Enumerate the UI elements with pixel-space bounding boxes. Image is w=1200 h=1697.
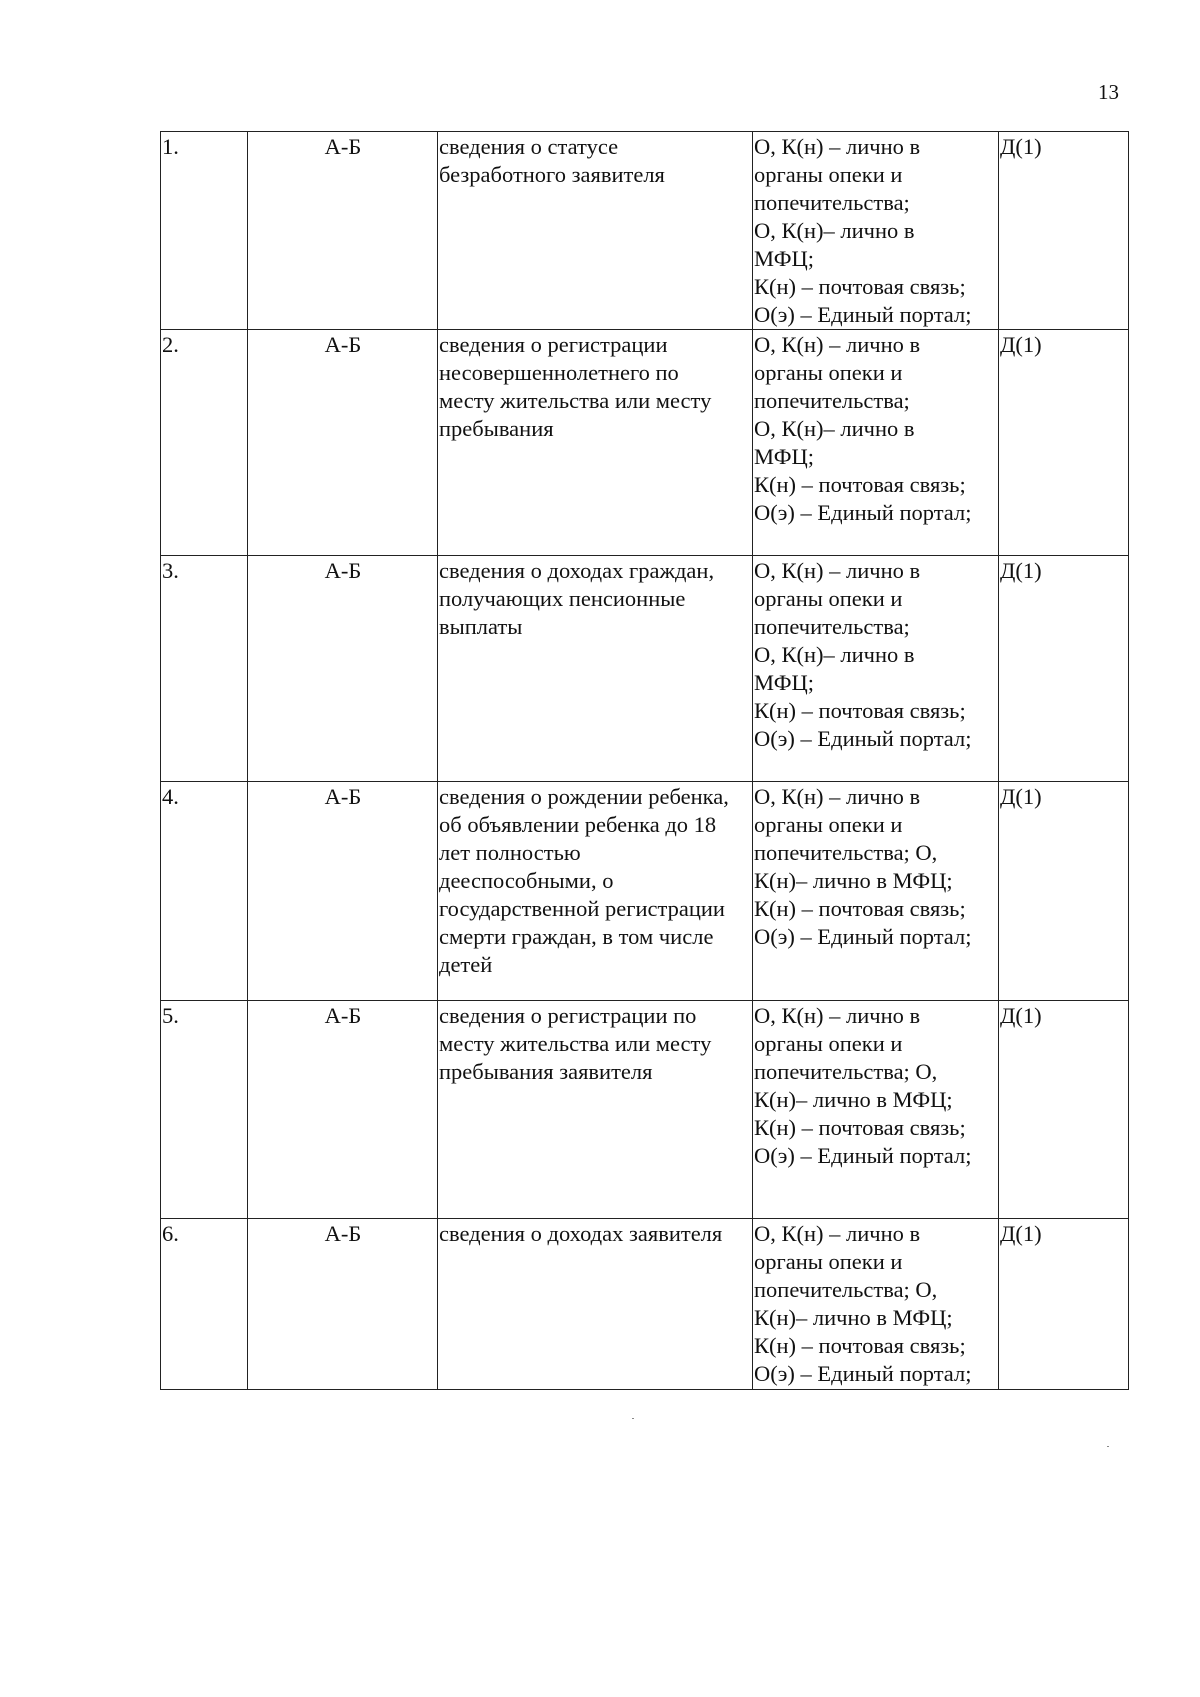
row-info: сведения о регистрации по месту жительства или месту пребывания заявителя: [438, 1001, 753, 1219]
table-row: [161, 556, 1129, 782]
row-doc: Д(1): [999, 1219, 1129, 1390]
table-row: [161, 1001, 1129, 1219]
row-method: О, К(н) – лично в органы опеки и попечительства; О, К(н)– лично в МФЦ; К(н) – почтовая связь; О(э) – Единый портал;: [753, 556, 999, 782]
row-info: сведения о регистрации несовершеннолетнего по месту жительства или месту пребывания: [438, 330, 753, 556]
row-code: А-Б: [248, 556, 438, 782]
row-info: сведения о статусе безработного заявителя: [438, 132, 753, 330]
row-info: сведения о доходах граждан, получающих пенсионные выплаты: [438, 556, 753, 782]
row-number: 1.: [161, 132, 248, 330]
row-method: О, К(н) – лично в органы опеки и попечительства; О, К(н)– лично в МФЦ; К(н) – почтовая связь; О(э) – Единый портал;: [753, 1219, 999, 1390]
requests-table: [160, 131, 1129, 1390]
table-row: [161, 330, 1129, 556]
row-code: А-Б: [248, 782, 438, 1001]
table-row: [161, 132, 1129, 330]
row-code: А-Б: [248, 1219, 438, 1390]
row-number: 6.: [161, 1219, 248, 1390]
row-doc: Д(1): [999, 1001, 1129, 1219]
row-doc: Д(1): [999, 132, 1129, 330]
row-number: 5.: [161, 1001, 248, 1219]
row-doc: Д(1): [999, 782, 1129, 1001]
scan-speck: [1107, 1446, 1109, 1447]
row-method: О, К(н) – лично в органы опеки и попечительства; О, К(н)– лично в МФЦ; К(н) – почтовая связь; О(э) – Единый портал;: [753, 132, 999, 330]
row-code: А-Б: [248, 132, 438, 330]
row-info: сведения о доходах заявителя: [438, 1219, 753, 1390]
row-code: А-Б: [248, 330, 438, 556]
page-number: 13: [1098, 80, 1119, 104]
row-info: сведения о рождении ребенка, об объявлении ребенка до 18 лет полностью дееспособными, о государственной регистрации смерти граждан, в том числе детей: [438, 782, 753, 1001]
row-doc: Д(1): [999, 556, 1129, 782]
row-method: О, К(н) – лично в органы опеки и попечительства; О, К(н)– лично в МФЦ; К(н) – почтовая связь; О(э) – Единый портал;: [753, 782, 999, 1001]
row-number: 4.: [161, 782, 248, 1001]
row-method: О, К(н) – лично в органы опеки и попечительства; О, К(н)– лично в МФЦ; К(н) – почтовая связь; О(э) – Единый портал;: [753, 330, 999, 556]
row-method: О, К(н) – лично в органы опеки и попечительства; О, К(н)– лично в МФЦ; К(н) – почтовая связь; О(э) – Единый портал;: [753, 1001, 999, 1219]
scan-speck: [632, 1418, 634, 1419]
table-row: [161, 1219, 1129, 1390]
table-row: [161, 782, 1129, 1001]
row-number: 2.: [161, 330, 248, 556]
row-code: А-Б: [248, 1001, 438, 1219]
row-number: 3.: [161, 556, 248, 782]
row-doc: Д(1): [999, 330, 1129, 556]
